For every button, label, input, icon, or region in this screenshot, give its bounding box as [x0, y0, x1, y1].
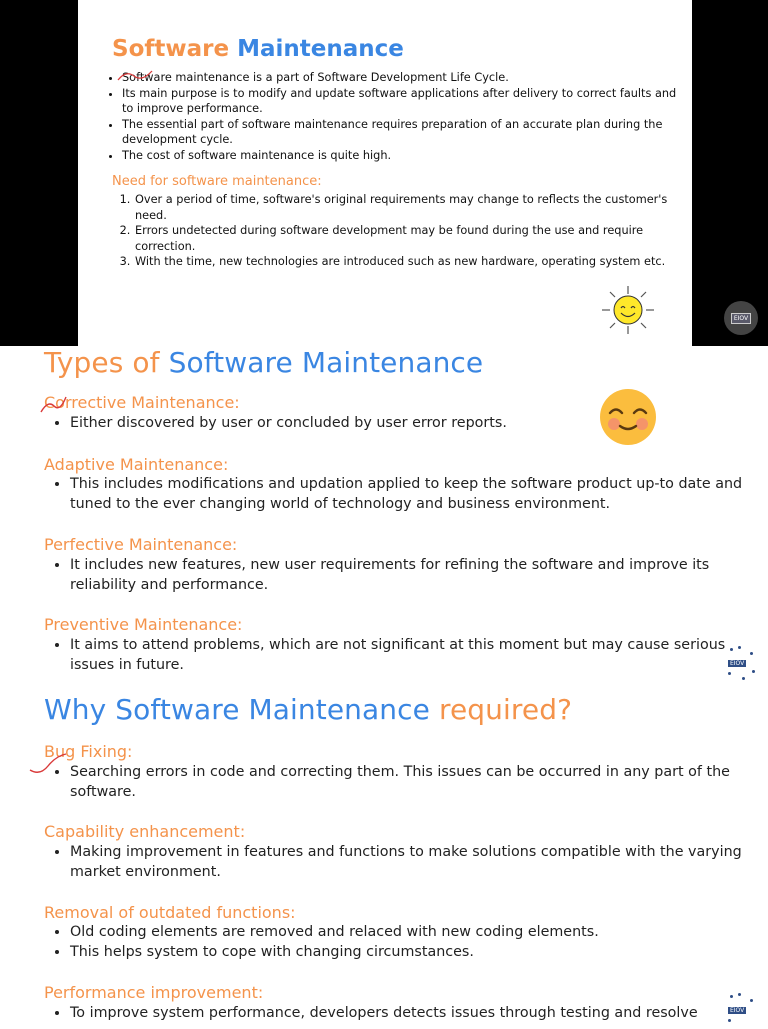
logo-text: EIOV — [730, 660, 745, 667]
section-heading-removal: Removal of outdated functions: — [44, 903, 296, 922]
why-title-part1: Why Software Maintenance — [44, 693, 430, 726]
preventive-list — [52, 636, 760, 675]
list-item: • It aims to attend problems, which are not significant at this moment but may cause serious issues in future. — [70, 636, 760, 675]
slide-title-part1: Software — [112, 36, 230, 62]
list-item: • This includes modifications and updation applied to keep the software product up-to date and tuned to the ever changing world of technology and business environment. — [70, 475, 760, 514]
types-title — [44, 346, 483, 379]
need-subheading: Need for software maintenance: — [112, 174, 322, 189]
need-numbered-list — [118, 192, 674, 270]
list-item: • The essential part of software maintenance requires preparation of an accurate plan during the development cycle. — [122, 117, 677, 148]
slide-title — [112, 36, 404, 62]
section-heading-preventive: Preventive Maintenance: — [44, 615, 243, 634]
list-item: • Searching errors in code and correcting them. This issues can be occurred in any part of the software. — [70, 763, 760, 802]
removal-list — [52, 923, 760, 962]
annotation-stroke — [116, 68, 156, 82]
smiley-face-icon — [596, 386, 660, 448]
section-heading-performance: Performance improvement: — [44, 983, 264, 1002]
list-item: • Making improvement in features and functions to make solutions compatible with the varying market environment. — [70, 843, 760, 882]
list-item: • Its main purpose is to modify and update software applications after delivery to correct faults and to improve performance. — [122, 86, 677, 117]
performance-list — [52, 1004, 760, 1024]
list-item: • It includes new features, new user requirements for refining the software and improve its reliability and performance. — [70, 556, 760, 595]
bug-fixing-list — [52, 763, 760, 802]
annotation-stroke — [28, 750, 68, 776]
section-heading-capability: Capability enhancement: — [44, 822, 246, 841]
sun-doodle-icon — [598, 282, 658, 338]
section-heading-perfective: Perfective Maintenance: — [44, 535, 238, 554]
list-item: • Software maintenance is a part of Software Development Life Cycle. — [122, 70, 677, 86]
channel-logo-icon — [724, 646, 758, 682]
list-item: 3. With the time, new technologies are introduced such as new hardware, operating system etc. — [134, 254, 674, 270]
adaptive-list — [52, 475, 760, 514]
section-heading-corrective: Corrective Maintenance: — [44, 393, 240, 412]
why-title-part2: required? — [438, 693, 573, 726]
types-title-part2: Software Maintenance — [168, 346, 484, 379]
list-item: • This helps system to cope with changing circumstances. — [70, 943, 760, 963]
list-item: • Either discovered by user or concluded by user error reports. — [70, 414, 760, 434]
list-item: 2. Errors undetected during software development may be found during the use and require correction. — [134, 223, 674, 254]
annotation-stroke — [38, 394, 68, 416]
section-heading-bug-fixing: Bug Fixing: — [44, 742, 133, 761]
slide-title-part2: Maintenance — [237, 36, 404, 62]
slide-bullet-list — [108, 70, 677, 163]
slide-sheet — [78, 0, 692, 346]
slide-software-maintenance — [0, 0, 768, 346]
logo-text: EIOV — [730, 1007, 745, 1014]
list-item: 1. Over a period of time, software's original requirements may change to reflects the customer's need. — [134, 192, 674, 223]
logo-text: EIOV — [731, 313, 751, 324]
list-item: • Old coding elements are removed and relaced with new coding elements. — [70, 923, 760, 943]
list-item: • The cost of software maintenance is quite high. — [122, 148, 677, 164]
types-title-part1: Types of — [44, 346, 160, 379]
capability-list — [52, 843, 760, 882]
channel-logo-icon — [724, 301, 758, 335]
list-item: • To improve system performance, developers detects issues through testing and resolve — [70, 1004, 760, 1024]
why-title — [44, 693, 572, 726]
perfective-list — [52, 556, 760, 595]
section-heading-adaptive: Adaptive Maintenance: — [44, 455, 229, 474]
